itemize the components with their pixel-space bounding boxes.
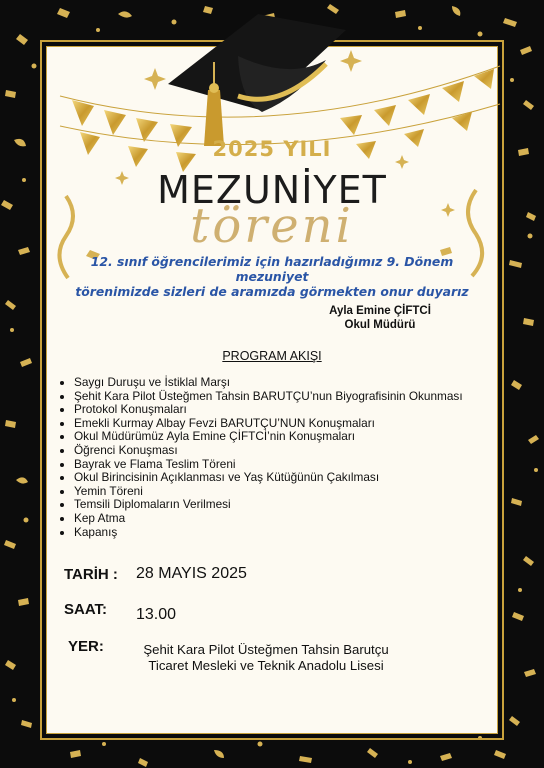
place-value [128, 642, 404, 674]
date-value: 28 MAYIS 2025 [136, 565, 247, 582]
program-item: • Emekli Kurmay Albay Fevzi BARUTÇU’NUN Konuşmaları [74, 417, 474, 431]
program-heading: PROGRAM AKIŞI [222, 349, 322, 363]
program-item: • Kep Atma [74, 512, 474, 526]
time-label: SAAT: [64, 601, 108, 618]
invitation-line-2: törenimizde sizleri de aramızda görmekten onur duyarız [75, 284, 469, 299]
invitation-line-1: 12. sınıf öğrencilerimiz için hazırladığımız 9. Dönem mezuniyet [90, 254, 454, 284]
program-item: • Yemin Töreni [74, 485, 474, 499]
time-value: 13.00 [136, 606, 177, 623]
year-label: 2025 YILI [212, 137, 332, 161]
program-item: • Şehit Kara Pilot Üsteğmen Tahsin BARUTÇU’nun Biyografisinin Okunması [74, 390, 474, 404]
program-list [60, 376, 474, 539]
program-item: • Temsili Diplomaların Verilmesi [74, 498, 474, 512]
program-item: • Kapanış [74, 526, 474, 540]
place-line-2: Ticaret Mesleki ve Teknik Anadolu Lisesi [148, 658, 384, 673]
place-line-1: Şehit Kara Pilot Üsteğmen Tahsin Barutçu [143, 642, 389, 657]
principal-name: Ayla Emine ÇİFTCİ [329, 305, 431, 317]
program-item: • Saygı Duruşu ve İstiklal Marşı [74, 376, 474, 390]
principal-role: Okul Müdürü [344, 319, 416, 331]
program-item: • Bayrak ve Flama Teslim Töreni [74, 458, 474, 472]
signature-block [300, 304, 460, 332]
program-item: • Okul Müdürümüz Ayla Emine ÇİFTCİ’nin Konuşmaları [74, 430, 474, 444]
place-label: YER: [68, 638, 104, 655]
invitation-text [55, 254, 489, 299]
program-item: • Okul Birincisinin Açıklanması ve Yaş Kütüğünün Çakılması [74, 471, 474, 485]
date-label: TARİH : [64, 566, 118, 583]
program-item: • Protokol Konuşmaları [74, 403, 474, 417]
program-item: • Öğrenci Konuşması [74, 444, 474, 458]
page-title: MEZUNİYET [157, 168, 387, 212]
script-subtitle: töreni [190, 198, 354, 254]
